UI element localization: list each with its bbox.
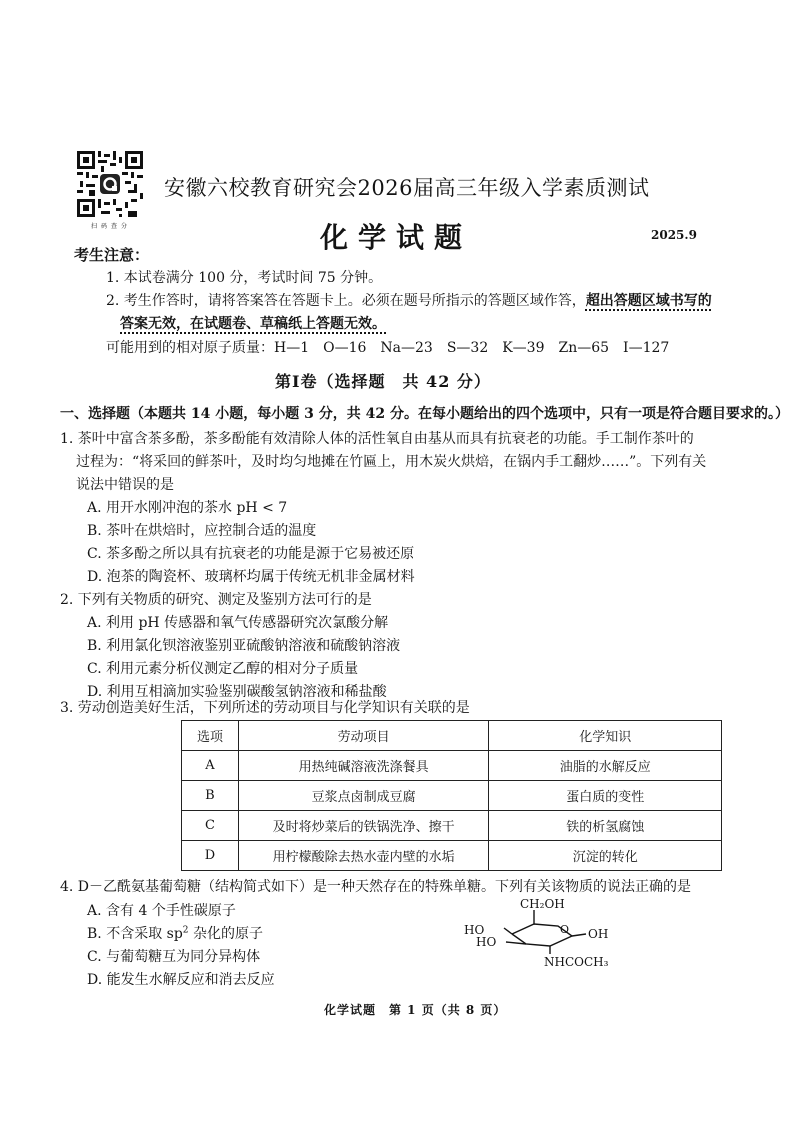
q3-stem: 3. 劳动创造美好生活，下列所述的劳动项目与化学知识有关联的是 (60, 700, 470, 716)
exam-date: 2025.9 (651, 228, 697, 242)
notice-item-2-text: 2. 考生作答时，请将答案答在答题卡上。必须在题号所指示的答题区域作答， (106, 293, 586, 309)
table-row (182, 811, 722, 841)
table-row (182, 841, 722, 871)
notice-item-2-emphasis: 超出答题区域书写的 (585, 293, 712, 309)
notice-item-1: 1. 本试卷满分 100 分，考试时间 75 分钟。 (106, 270, 383, 286)
table-cell: 及时将炒菜后的铁锅洗净、擦干 (238, 811, 489, 841)
label-ch2oh: CH₂OH (520, 897, 565, 911)
q1-option-c: C. 茶多酚之所以具有抗衰老的功能是源于它易被还原 (87, 546, 415, 562)
q3-header-knowledge: 化学知识 (489, 721, 722, 751)
q4-option-d: D. 能发生水解反应和消去反应 (87, 972, 275, 988)
molecule-structure (460, 896, 620, 972)
table-cell: B (182, 781, 239, 811)
label-ho-top: HO (464, 923, 485, 937)
table-cell: C (182, 811, 239, 841)
svg-text:O: O (560, 923, 570, 936)
q4-option-c: C. 与葡萄糖互为同分异构体 (87, 949, 261, 965)
q4-stem: 4. D－乙酰氨基葡萄糖（结构简式如下）是一种天然存在的特殊单糖。下列有关该物质的说法正确的是 (60, 879, 692, 895)
q2-option-b: B. 利用氯化钡溶液鉴别亚硫酸钠溶液和硫酸钠溶液 (87, 638, 401, 654)
table-row (182, 751, 722, 781)
q1-option-d: D. 泡茶的陶瓷杯、玻璃杯均属于传统无机非金属材料 (87, 569, 415, 585)
q2-option-a: A. 利用 pH 传感器和氧气传感器研究次氯酸分解 (87, 615, 389, 631)
q1-option-b: B. 茶叶在烘焙时，应控制合适的温度 (87, 523, 317, 539)
q1-stem-line-3: 说法中错误的是 (76, 477, 174, 493)
q4-option-b (87, 923, 263, 943)
label-nhcoch3: NHCOCH₃ (544, 955, 609, 969)
table-cell: 用热纯碱溶液洗涤餐具 (238, 751, 489, 781)
q4-option-b-text: B. 不含采取 sp (87, 926, 183, 942)
table-cell: 沉淀的转化 (489, 841, 722, 871)
qr-code-graphic (77, 151, 143, 217)
q3-header-option: 选项 (182, 721, 239, 751)
page-footer: 化学试题 第 1 页（共 8 页） (324, 1003, 507, 1017)
volume-heading: 第Ⅰ卷（选择题 共 42 分） (275, 372, 491, 391)
qr-code (77, 151, 143, 217)
q4-option-b-text-end: 杂化的原子 (188, 926, 263, 942)
table-cell: 豆浆点卤制成豆腐 (238, 781, 489, 811)
q4-option-b-superscript: 2 (182, 925, 189, 936)
table-cell: D (182, 841, 239, 871)
q2-option-d: D. 利用互相滴加实验鉴别碳酸氢钠溶液和稀盐酸 (87, 684, 387, 700)
table-row (182, 781, 722, 811)
q2-stem: 2. 下列有关物质的研究、测定及鉴别方法可行的是 (60, 592, 372, 608)
notice-item-2 (106, 290, 712, 310)
section-heading: 一、选择题（本题共 14 小题，每小题 3 分，共 42 分。在每小题给出的四个选项中，只有一项是符合题目要求的。） (60, 406, 789, 422)
atomic-masses: 可能用到的相对原子质量：H—1 O—16 Na—23 S—32 K—39 Zn—65 I—127 (106, 340, 670, 356)
qr-caption: 扫码查分 (90, 223, 131, 230)
q2-option-c: C. 利用元素分析仪测定乙醇的相对分子质量 (87, 661, 359, 677)
q1-stem-line-2: 过程为：“将采回的鲜茶叶，及时均匀地摊在竹匾上，用木炭火烘焙，在锅内手工翻炒……”。下列有关 (76, 454, 707, 470)
subject-title: 化学试题 (320, 221, 473, 254)
q1-option-a: A. 用开水刚冲泡的茶水 pH < 7 (87, 500, 288, 516)
notice-heading: 考生注意： (74, 246, 150, 264)
notice-item-2-line-2: 答案无效，在试题卷、草稿纸上答题无效。 (120, 316, 386, 332)
table-cell: 铁的析氢腐蚀 (489, 811, 722, 841)
label-ho-bottom: HO (476, 935, 497, 949)
molecule-skeleton (460, 896, 620, 972)
q3-header-task: 劳动项目 (238, 721, 489, 751)
q3-table-header-row (182, 721, 722, 751)
table-cell: 油脂的水解反应 (489, 751, 722, 781)
q1-stem-line-1: 1. 茶叶中富含茶多酚，茶多酚能有效清除人体的活性氧自由基从而具有抗衰老的功能。手工制作茶叶的 (60, 431, 694, 447)
q3-table (181, 720, 722, 871)
label-oh: OH (588, 927, 609, 941)
exam-title: 安徽六校教育研究会2026届高三年级入学素质测试 (164, 176, 650, 200)
table-cell: 蛋白质的变性 (489, 781, 722, 811)
table-cell: A (182, 751, 239, 781)
table-cell: 用柠檬酸除去热水壶内壁的水垢 (238, 841, 489, 871)
q4-option-a: A. 含有 4 个手性碳原子 (87, 903, 236, 919)
